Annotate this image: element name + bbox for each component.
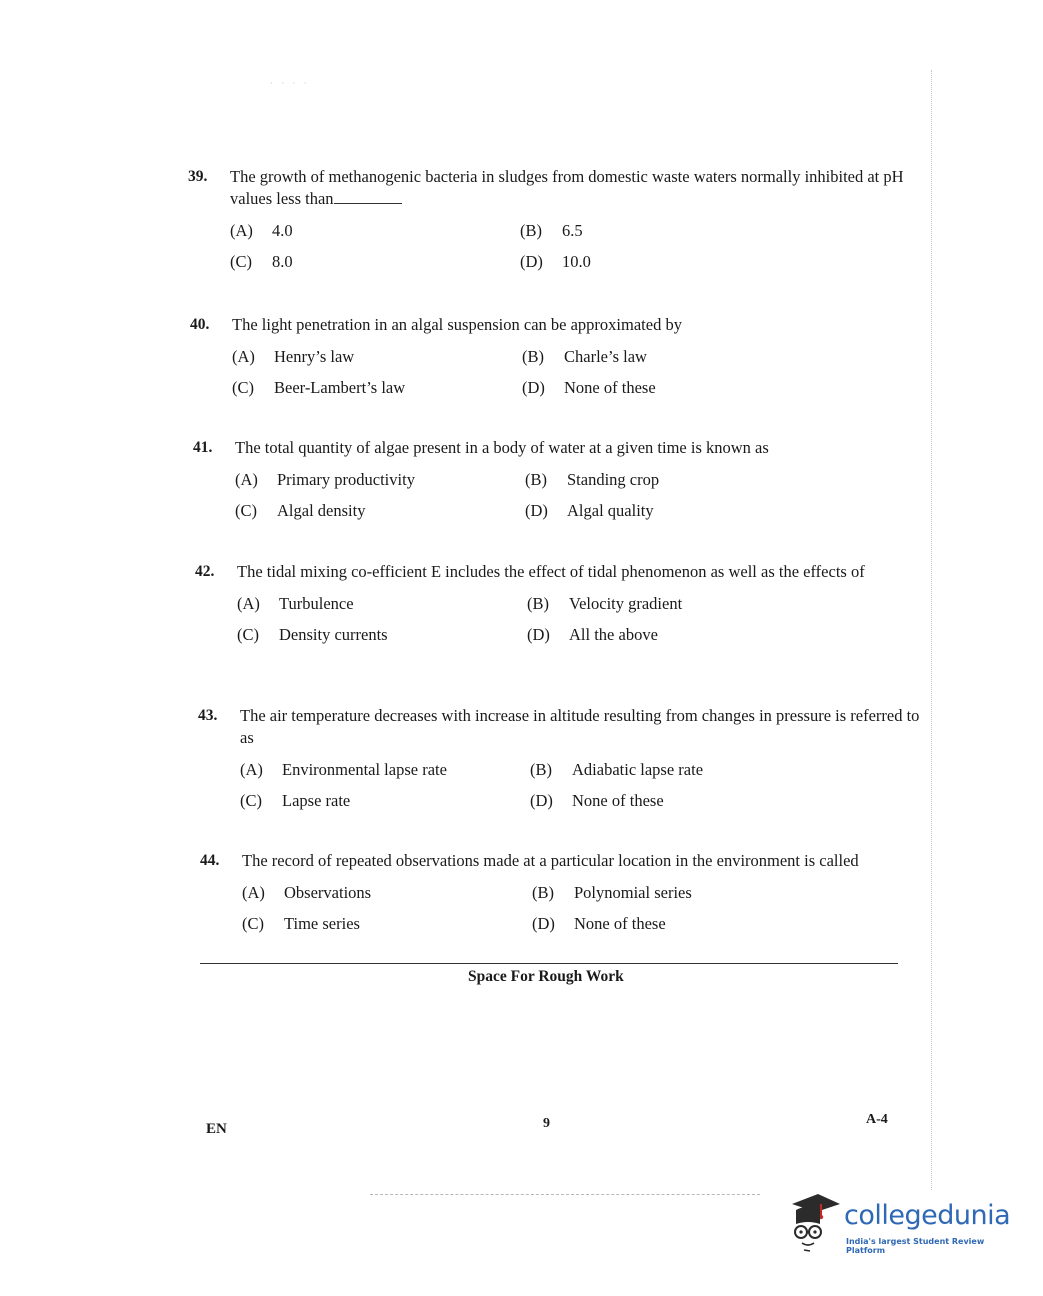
option-d: (D) 10.0 (520, 252, 591, 271)
question-number: 43. (198, 707, 218, 724)
option-c: (C) Time series (242, 914, 360, 933)
question-40 (190, 314, 922, 410)
options (232, 346, 922, 410)
options (240, 759, 930, 823)
option-d: (D) None of these (532, 914, 666, 933)
options (230, 220, 920, 284)
question-number: 44. (200, 852, 220, 869)
options (235, 469, 925, 533)
question-text: The record of repeated observations made at a particular location in the environment is called (242, 851, 859, 870)
option-c: (C) Algal density (235, 501, 366, 520)
scan-dashed-line (370, 1194, 760, 1195)
option-c: (C) Beer-Lambert’s law (232, 378, 406, 397)
language-code: EN (206, 1121, 227, 1137)
question-44 (200, 850, 932, 946)
options (242, 882, 932, 946)
option-b: (B) Adiabatic lapse rate (530, 760, 704, 779)
option-b: (B) Charle’s law (522, 347, 647, 366)
option-d: (D) None of these (530, 791, 664, 810)
question-number: 42. (195, 563, 215, 580)
student-mascot-icon (786, 1190, 842, 1252)
question-42 (195, 561, 927, 657)
option-a: (A) Primary productivity (235, 470, 415, 489)
option-a: (A) Environmental lapse rate (240, 760, 447, 779)
question-text: The tidal mixing co-efficient E includes the effect of tidal phenomenon as well as the effects of (237, 562, 865, 581)
answer-blank (334, 202, 402, 204)
brand-tagline: India's largest Student Review Platform (846, 1237, 985, 1255)
option-a: (A) 4.0 (230, 221, 293, 240)
question-number: 39. (188, 168, 208, 185)
option-a: (A) Henry’s law (232, 347, 355, 366)
question-text: The light penetration in an algal suspension can be approximated by (232, 315, 682, 334)
option-b: (B) Polynomial series (532, 883, 692, 902)
page-number: 9 (543, 1116, 550, 1131)
option-d: (D) None of these (522, 378, 656, 397)
brand-logo[interactable] (786, 1190, 1026, 1260)
option-c: (C) Lapse rate (240, 791, 351, 810)
option-b: (B) 6.5 (520, 221, 583, 240)
question-text: The total quantity of algae present in a body of water at a given time is known as (235, 438, 769, 457)
question-text: The growth of methanogenic bacteria in sludges from domestic waste waters normally inhibited at pH values less than (230, 167, 904, 208)
question-text: The air temperature decreases with increase in altitude resulting from changes in pressure is referred to as (240, 706, 920, 747)
question-number: 40. (190, 316, 210, 333)
question-39 (188, 166, 920, 284)
option-d: (D) Algal quality (525, 501, 654, 520)
option-b: (B) Standing crop (525, 470, 660, 489)
question-43 (198, 705, 930, 823)
rough-work-divider (200, 963, 898, 964)
scan-mark: · · · · (270, 78, 310, 88)
question-41 (193, 437, 925, 533)
brand-name: collegedunia (844, 1200, 1011, 1231)
booklet-code: A-4 (866, 1112, 888, 1127)
option-c: (C) 8.0 (230, 252, 293, 271)
rough-work-label: Space For Rough Work (468, 968, 624, 985)
page-edge (931, 70, 932, 1190)
option-b: (B) Velocity gradient (527, 594, 683, 613)
option-c: (C) Density currents (237, 625, 388, 644)
option-a: (A) Observations (242, 883, 372, 902)
option-d: (D) All the above (527, 625, 658, 644)
question-number: 41. (193, 439, 213, 456)
options (237, 593, 927, 657)
option-a: (A) Turbulence (237, 594, 354, 613)
